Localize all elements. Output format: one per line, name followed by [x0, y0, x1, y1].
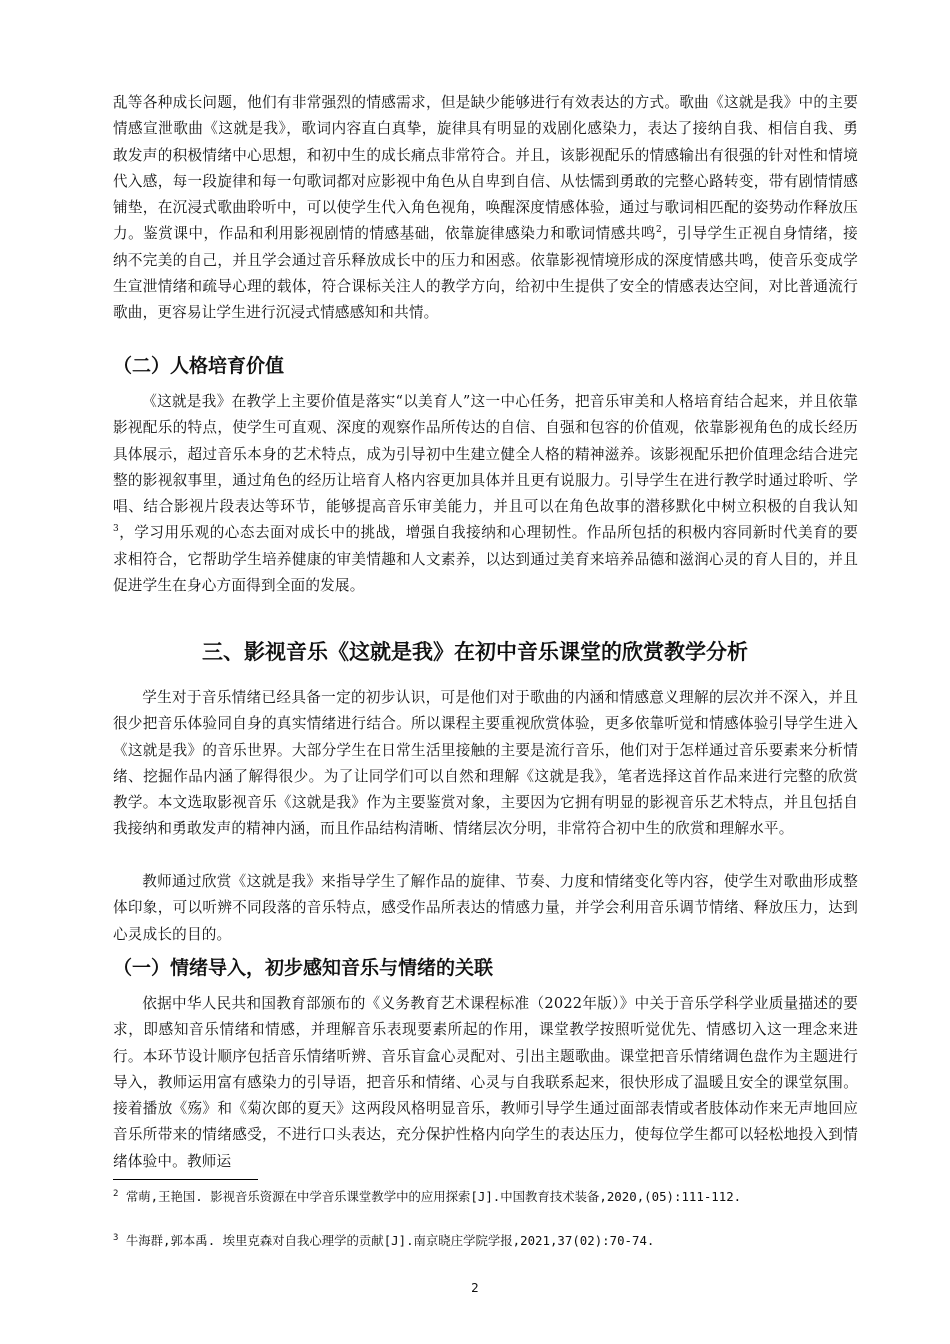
paragraph-text: ，学习用乐观的心态去面对成长中的挑战，增强自我接纳和心理韧性。作品所包括的积极内容同新时代美育的要求相符合，它帮助学生培养健康的审美情趣和人文素养，以达到通过美育来培养品德和滋润心灵的育人目的，并且促进学生在身心方面得到全面的发展。 [113, 524, 858, 595]
footnote-3 [113, 1231, 858, 1251]
footnote-ref[interactable]: 2 [655, 225, 662, 236]
body-paragraph-4: 教师通过欣赏《这就是我》来指导学生了解作品的旋律、节奏、力度和情绪变化等内容，使学生对歌曲形成整体印象，可以听辨不同段落的音乐特点，感受作品所表达的情感力量，并学会利用音乐调节情绪、释放压力，达到心灵成长的目的。 [113, 873, 858, 943]
chapter-heading: 三、影视音乐《这就是我》在初中音乐课堂的欣赏教学分析 [202, 640, 748, 664]
page-number: 2 [471, 1281, 479, 1295]
paragraph-text: ，引导学生正视自身情绪，接纳不完美的自己，并且学会通过音乐释放成长中的压力和困惑。依靠影视情境形成的深度情感共鸣，使音乐变成学生宣泄情绪和疏导心理的载体，符合课标关注人的教学方向，给初中生提供了安全的情感表达空间，对比普通流行歌曲，更容易让学生进行沉浸式情感感知和共情。 [113, 225, 858, 322]
paragraph-text: 《这就是我》在教学上主要价值是落实“以美育人”这一中心任务，把音乐审美和人格培育结合起来，并且依靠影视配乐的特点，使学生可直观、深度的观察作品所传达的自信、自强和包容的价值观，依靠影视角色的成长经历具体展示，超过音乐本身的艺术特点，成为引导初中生建立健全人格的精神滋养。该影视配乐把价值理念结合进完整的影视叙事里，通过角色的经历让培育人格内容更加具体并且更有说服力。引导学生在进行教学时通过聆听、学唱、结合影视片段表达等环节，能够提高音乐审美能力，并且可以在角色故事的潜移默化中树立积极的自我认知 [113, 393, 858, 516]
body-paragraph-3: 学生对于音乐情绪已经具备一定的初步认识，可是他们对于歌曲的内涵和情感意义理解的层次并不深入，并且很少把音乐体验同自身的真实情绪进行结合。所以课程主要重视欣赏体验，更多依靠听觉和情感体验引导学生进入《这就是我》的音乐世界。大部分学生在日常生活里接触的主要是流行音乐，他们对于怎样通过音乐要素来分析情绪、挖掘作品内涵了解得很少。为了让同学们可以自然和理解《这就是我》，笔者选择这首作品来进行完整的欣赏教学。本文选取影视音乐《这就是我》作为主要鉴赏对象，主要因为它拥有明显的影视音乐艺术特点，并且包括自我接纳和勇敢发声的精神内涵，而且作品结构清晰、情绪层次分明，非常符合初中生的欣赏和理解水平。 [113, 689, 858, 838]
footnote-mark: 3 [113, 1232, 119, 1243]
footnote-2 [113, 1187, 858, 1207]
paragraph-text: 乱等各种成长问题，他们有非常强烈的情感需求，但是缺少能够进行有效表达的方式。歌曲《这就是我》中的主要情感宣泄歌曲《这就是我》，歌词内容直白真挚，旋律具有明显的戏剧化感染力，表达了接纳自我、相信自我、勇敢发声的积极情绪中心思想，和初中生的成长痛点非常符合。并且，该影视配乐的情感输出有很强的针对性和情境代入感，每一段旋律和每一句歌词都对应影视中角色从自卑到自信、从怯懦到勇敢的完整心路转变，带有剧情情感铺垫，在沉浸式歌曲聆听中，可以使学生代入角色视角，唤醒深度情感体验，通过与歌词相匹配的姿势动作释放压力。鉴赏课中，作品和利用影视剧情的情感基础，依靠旋律感染力和歌词情感共鸣 [113, 94, 858, 243]
body-paragraph-2 [113, 389, 858, 599]
section-heading-emotion-intro: （一）情绪导入，初步感知音乐与情绪的关联 [113, 957, 494, 979]
footnote-divider [113, 1179, 258, 1180]
footnote-text: 常萌,王艳国. 影视音乐资源在中学音乐课堂教学中的应用探索[J].中国教育技术装备,2020,(05):111-112. [125, 1189, 742, 1204]
section-heading-personality: （二）人格培育价值 [113, 355, 285, 377]
footnote-mark: 2 [113, 1188, 119, 1199]
body-paragraph-1 [113, 90, 858, 327]
body-paragraph-5: 依据中华人民共和国教育部颁布的《义务教育艺术课程标准（2022年版）》中关于音乐学科学业质量描述的要求，即感知音乐情绪和情感，并理解音乐表现要素所起的作用，课堂教学按照听觉优先、情感切入这一理念来进行。本环节设计顺序包括音乐情绪听辨、音乐盲盒心灵配对、引出主题歌曲。课堂把音乐情绪调色盘作为主题进行导入，教师运用富有感染力的引导语，把音乐和情绪、心灵与自我联系起来，很快形成了温暖且安全的课堂氛围。接着播放《殇》和《菊次郎的夏天》这两段风格明显音乐，教师引导学生通过面部表情或者肢体动作来无声地回应音乐所带来的情绪感受，不进行口头表达，充分保护性格内向学生的表达压力，使每位学生都可以轻松地投入到情绪体验中。教师运 [113, 995, 858, 1170]
footnote-text: 牛海群,郭本禹. 埃里克森对自我心理学的贡献[J].南京晓庄学院学报,2021,37(02):70-74. [125, 1233, 655, 1248]
footnote-ref[interactable]: 3 [113, 524, 119, 535]
